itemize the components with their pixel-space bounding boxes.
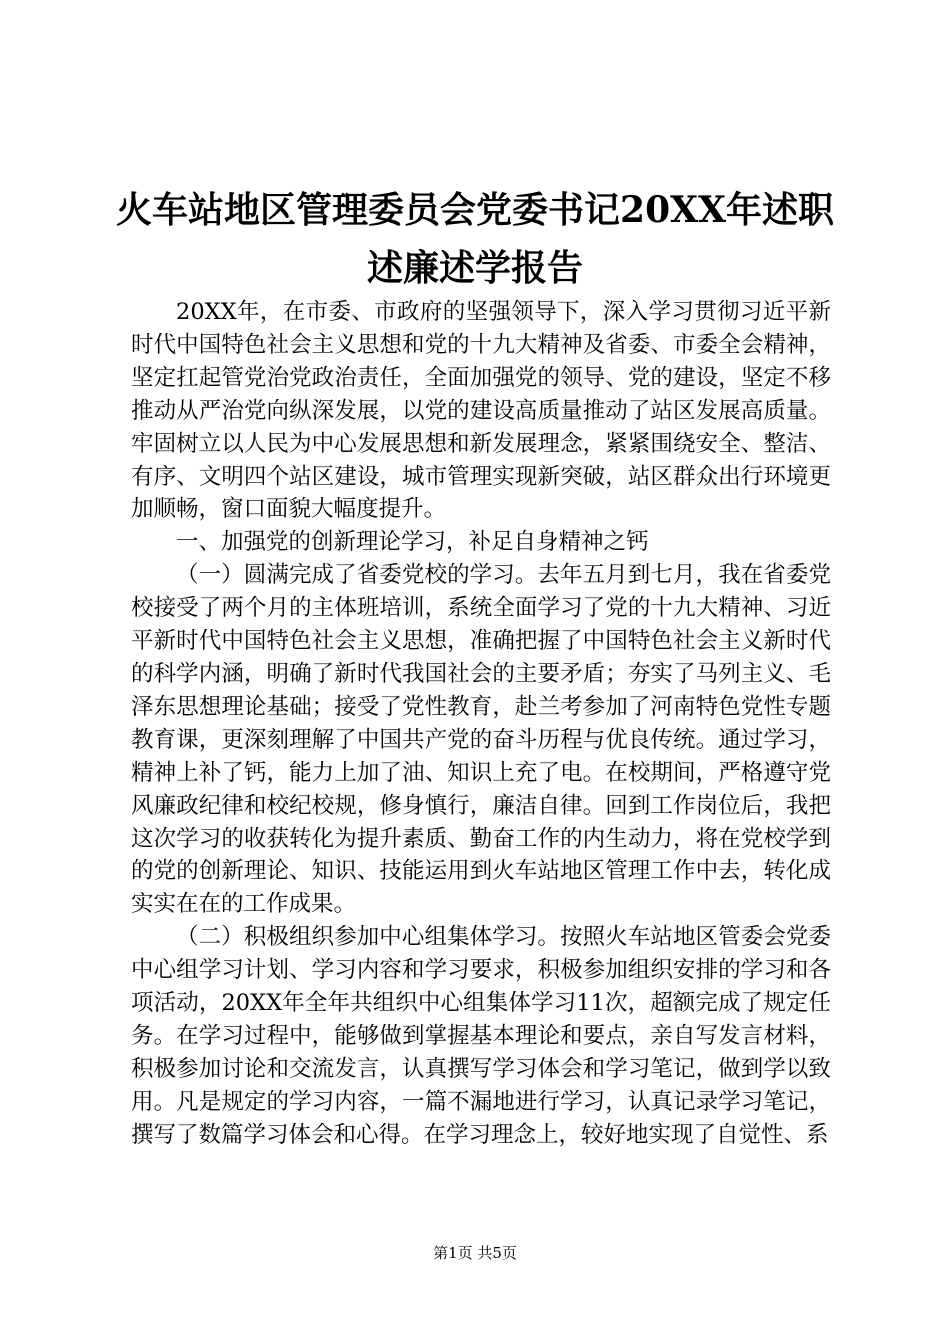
- document-body: [131, 296, 831, 1152]
- section-heading: 一、加强党的创新理论学习，补足自身精神之钙: [176, 529, 649, 556]
- document-title-line-2: 述廉述学报告: [366, 247, 583, 289]
- document-title-line-1: 火车站地区管理委员会党委书记20XX年述职: [116, 189, 834, 231]
- paragraph-party-school: （一）圆满完成了省委党校的学习。去年五月到七月，我在省委党校接受了两个月的主体班培训，系统全面学习了党的十九大精神、习近平新时代中国特色社会主义思想，准确把握了中国特色社会主义新时代的科学内涵，明确了新时代我国社会的主要矛盾；夯实了马列主义、毛泽东思想理论基础；接受了党性教育，赴兰考参加了河南特色党性专题教育课，更深刻理解了中国共产党的奋斗历程与优良传统。通过学习，精神上补了钙，能力上加了油、知识上充了电。在校期间，严格遵守党风廉政纪律和校纪校规，修身慎行，廉洁自律。回到工作岗位后，我把这次学习的收获转化为提升素质、勤奋工作的内生动力，将在党校学到的党的创新理论、知识、技能运用到火车站地区管理工作中去，转化成实实在在的工作成果。: [131, 562, 831, 918]
- page-number-footer: 第1页 共5页: [433, 1244, 517, 1262]
- paragraph-intro: 20XX年，在市委、市政府的坚强领导下，深入学习贯彻习近平新时代中国特色社会主义思想和党的十九大精神及省委、市委全会精神，坚定扛起管党治党政治责任，全面加强党的领导、党的建设，坚定不移推动从严治党向纵深发展，以党的建设高质量推动了站区发展高质量。牢固树立以人民为中心发展思想和新发展理念，紧紧围绕安全、整洁、有序、文明四个站区建设，城市管理实现新突破，站区群众出行环境更加顺畅，窗口面貌大幅度提升。: [131, 299, 831, 523]
- paragraph-group-study: （二）积极组织参加中心组集体学习。按照火车站地区管委会党委中心组学习计划、学习内容和学习要求，积极参加组织安排的学习和各项活动，20XX年全年共组织中心组集体学习11次，超额完成了规定任务。在学习过程中，能够做到掌握基本理论和要点，亲自写发言材料，积极参加讨论和交流发言，认真撰写学习体会和学习笔记，做到学以致用。凡是规定的学习内容，一篇不漏地进行学习，认真记录学习笔记，撰写了数篇学习体会和心得。在学习理念上，较好地实现了自觉性、系: [131, 924, 831, 1148]
